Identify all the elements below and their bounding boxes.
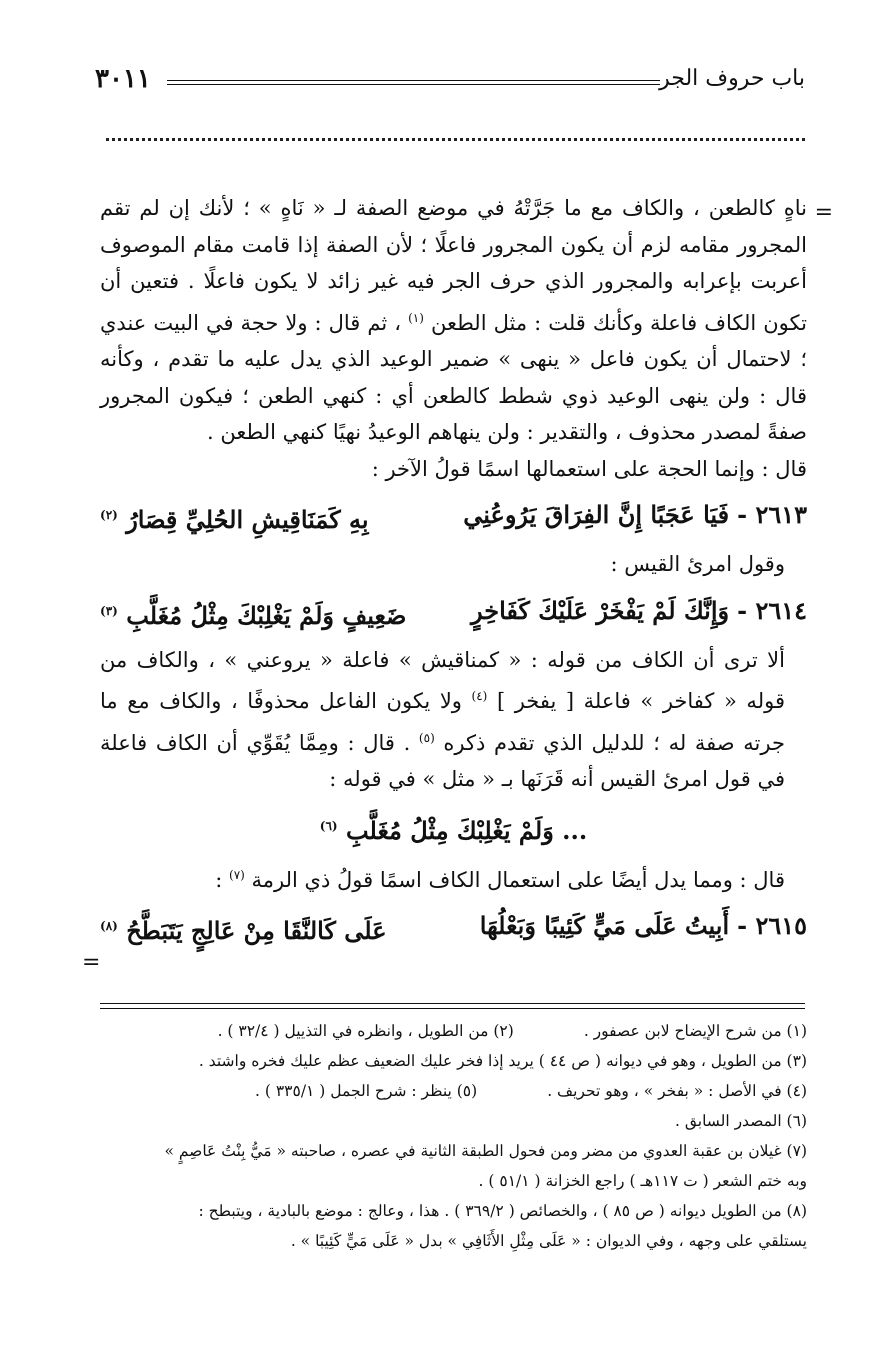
footnotes — [100, 1016, 807, 1256]
footnote-ref: (٨) — [100, 919, 118, 933]
paragraph-1: ناهٍ كالطعن ، والكاف مع ما جَرَّتْهُ في موضع الصفة لـ « نَاهٍ » ؛ لأنك إن لم تقم المجرور مقامه لزم أن يكون المجرور فاعلًا ؛ لأن الصفة إذا قامت مقام الموصوف أعربت بإعرابه والمجرور الذي حرف الجر فيه غير زائد لا يكون فاعلًا . فتعين أن تكون الكاف فاعلة وكأنك قلت : مثل الطعن $^{(١)}$ ، ثم قال : ولا حجة في البيت عندي ؛ لاحتمال أن يكون فاعل « ينهى » ضمير الوعيد الذي يدل عليه ما تقدم ، وكأنه قال : ولن ينهى الوعيد ذوي شطط كالطعن أي : كنهي الطعن ؛ فيكون المجرور صفةً لمصدر محذوف ، والتقدير : ولن ينهاهم الوعيدُ نهيًا كنهي الطعن . — [100, 196, 807, 444]
verse-hemistich-1: وَإِنَّكَ لَمْ يَفْخَرْ عَلَيْكَ كَفَاخِرٍ — [470, 595, 730, 625]
footnote-1: (١) من شرح الإيضاح لابن عصفور . — [583, 1022, 807, 1040]
footnote-ref: (٤) — [471, 689, 488, 703]
verse-hemistich-1: أَبِيتُ عَلَى مَيٍّ كَئِيبًا وَبَعْلُهَا — [479, 911, 730, 940]
paragraph-4: ألا ترى أن الكاف من قوله : « كمناقيش » فاعلة « يروعني » ، والكاف من قوله « كفاخر » فاعلة [ يفخر ] $^{(٤)}$ ولا يكون الفاعل محذوفًا ، والكاف مع ما جرته صفة له ؛ للدليل الذي تقدم ذكره $^{(٥)}$ . قال : ومِمَّا يُقَوِّي أن الكاف فاعلة في قول امرئ القيس أنه قَرَنَها بـ « مثل » في قوله : — [100, 647, 785, 791]
footnote-ref: (٧) — [229, 867, 245, 882]
page-header — [95, 62, 805, 102]
footnote-ref: (٥) — [418, 730, 435, 745]
footnote-8: (٨) من الطويل ديوانه ( ص ٨٥ ) ، والخصائص ( ٣٦٩/٢ ) . هذا ، وعالج : موضع بالبادية ، ويتبطح : — [198, 1202, 807, 1220]
footnote-6: (٦) المصدر السابق . — [674, 1112, 807, 1130]
verse-2615 — [100, 904, 807, 953]
verse-2614 — [100, 589, 807, 638]
footnote-8-cont: يستلقي على وجهه ، وفي الديوان : « عَلَى مِثْلِ الأَثَافِي » بدل « عَلَى مَيٍّ كَئِيبًا » . — [290, 1232, 807, 1250]
verse-2613 — [100, 493, 807, 542]
dotted-separator — [106, 138, 805, 141]
footnote-ref: (١) — [408, 310, 424, 325]
verse-fragment: ... وَلَمْ يَغْلِبْكَ مِثْلُ مُغَلَّبِ $^{(٦)}$ — [319, 815, 588, 845]
verse-hemistich-1: فَيَا عَجَبًا إِنَّ الفِرَاقَ يَرُوعُنِي — [463, 500, 730, 529]
footnote-3: (٣) من الطويل ، وهو في ديوانه ( ص ٤٤ ) يريد إذا فخر عليك الضعيف عظم عليك فخره واشتد . — [198, 1052, 807, 1070]
footnote-5: (٥) ينظر : شرح الجمل ( ٣٣٥/١ ) . — [255, 1082, 478, 1100]
footnote-7: (٧) غيلان بن عقبة العدوي من مضر ومن فحول الطبقة الثانية في عصره ، صاحبته « مَيُّ بِنْتُ عَاصِمٍ » — [164, 1142, 807, 1160]
end-continuation-mark: = — [82, 950, 101, 975]
verse-hemistich-2: عَلَى كَالنَّقَا مِنْ عَالِجٍ يَتَبَطَّحُ — [126, 916, 387, 945]
paragraph-5: قال : ومما يدل أيضًا على استعمال الكاف اسمًا قولُ ذي الرمة $^{(٧)}$ : — [215, 867, 785, 892]
chapter-title: باب حروف الجر — [659, 66, 805, 91]
paragraph-3: وقول امرئ القيس : — [610, 552, 785, 576]
footnote-line — [100, 1076, 807, 1106]
footnote-7-cont: وبه ختم الشعر ( ت ١١٧هـ ) راجع الخزانة ( ٥١/١ ) . — [478, 1172, 807, 1190]
verse-number: ٢٦١٤ - — [737, 595, 807, 625]
footnote-ref: (٢) — [100, 508, 118, 522]
continuation-mark: = — [814, 200, 833, 225]
footnote-rule — [100, 1003, 805, 1004]
footnote-4: (٤) في الأصل : « بفخر » ، وهو تحريف . — [547, 1082, 807, 1100]
footnote-ref: (٣) — [100, 603, 118, 618]
footnote-ref: (٦) — [319, 818, 338, 833]
header-rule — [167, 80, 660, 85]
main-text — [100, 190, 807, 957]
paragraph-2: قال : وإنما الحجة على استعمالها اسمًا قولُ الآخر : — [371, 456, 807, 481]
page-number: ٣٠١١ — [95, 64, 151, 94]
footnote-rule-thin — [100, 1008, 805, 1009]
verse-hemistich-2: ضَعِيفٍ وَلَمْ يَغْلِبْكَ مِثْلُ مُغَلَّبِ — [126, 600, 407, 630]
footnote-2: (٢) من الطويل ، وانظره في التذييل ( ٣٢/٤ ) . — [217, 1022, 514, 1040]
verse-hemistich-2: بِهِ كَمَنَاقِيشِ الحُلِيِّ قِصَارُ — [126, 505, 369, 534]
footnote-line — [100, 1016, 807, 1046]
verse-number: ٢٦١٥ - — [737, 911, 807, 940]
verse-number: ٢٦١٣ - — [737, 500, 807, 529]
